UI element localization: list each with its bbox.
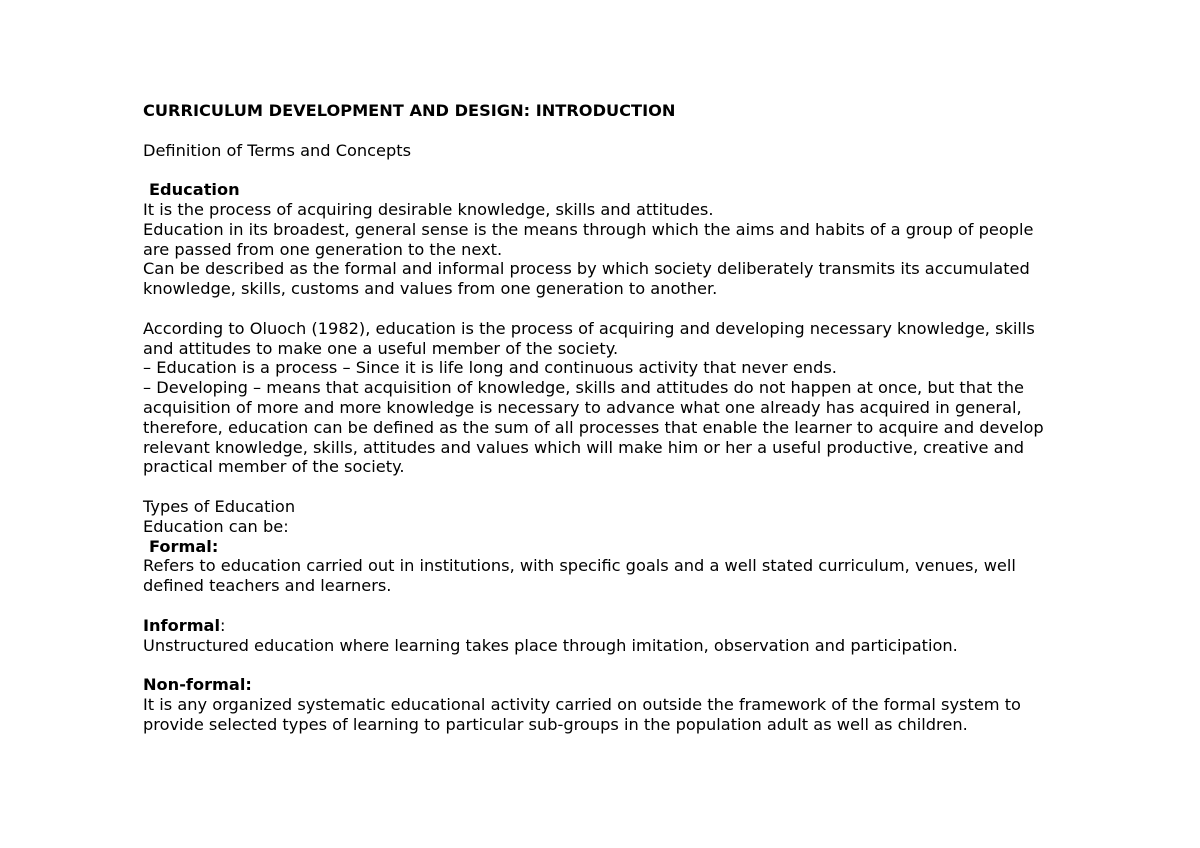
informal-heading bbox=[143, 616, 1143, 636]
types-intro: Education can be: bbox=[143, 516, 289, 536]
nonformal-label: Non-formal: bbox=[143, 675, 252, 695]
informal-colon: : bbox=[220, 615, 226, 635]
spacer bbox=[143, 121, 1143, 141]
oluoch-line: relevant knowledge, skills, attitudes and values which will make him or her a useful productive, creative and bbox=[143, 437, 1025, 457]
spacer bbox=[143, 655, 1143, 675]
oluoch-line: According to Oluoch (1982), education is the process of acquiring and developing necessary knowledge, skills bbox=[143, 318, 1035, 338]
oluoch-line: – Education is a process – Since it is life long and continuous activity that never ends. bbox=[143, 358, 837, 378]
education-line: are passed from one generation to the next. bbox=[143, 239, 503, 259]
formal-line: defined teachers and learners. bbox=[143, 576, 392, 596]
spacer bbox=[143, 299, 1143, 319]
education-heading: Education bbox=[149, 180, 240, 200]
document-title: CURRICULUM DEVELOPMENT AND DESIGN: INTRODUCTION bbox=[143, 101, 676, 120]
oluoch-line: practical member of the society. bbox=[143, 457, 405, 477]
formal-label: Formal: bbox=[149, 536, 219, 556]
types-heading: Types of Education bbox=[143, 496, 296, 516]
informal-label: Informal bbox=[143, 615, 221, 635]
nonformal-line: It is any organized systematic educational activity carried on outside the framework of the formal system to bbox=[143, 694, 1021, 714]
definition-heading: Definition of Terms and Concepts bbox=[143, 140, 412, 160]
nonformal-line: provide selected types of learning to particular sub-groups in the population adult as well as children. bbox=[143, 714, 968, 734]
spacer bbox=[143, 160, 1143, 180]
formal-line: Refers to education carried out in institutions, with specific goals and a well stated curriculum, venues, well bbox=[143, 556, 1016, 576]
oluoch-line: and attitudes to make one a useful member of the society. bbox=[143, 338, 619, 358]
education-line: Education in its broadest, general sense is the means through which the aims and habits of a group of people bbox=[143, 219, 1034, 239]
document-page bbox=[143, 101, 1143, 735]
oluoch-line: – Developing – means that acquisition of knowledge, skills and attitudes do not happen at once, but that the bbox=[143, 378, 1024, 398]
oluoch-line: therefore, education can be defined as the sum of all processes that enable the learner to acquire and develop bbox=[143, 417, 1044, 437]
education-line: It is the process of acquiring desirable knowledge, skills and attitudes. bbox=[143, 199, 714, 219]
oluoch-line: acquisition of more and more knowledge is necessary to advance what one already has acquired in general, bbox=[143, 397, 1022, 417]
spacer bbox=[143, 596, 1143, 616]
education-line: knowledge, skills, customs and values from one generation to another. bbox=[143, 279, 718, 299]
spacer bbox=[143, 477, 1143, 497]
education-line: Can be described as the formal and informal process by which society deliberately transmits its accumulated bbox=[143, 259, 1030, 279]
informal-line: Unstructured education where learning takes place through imitation, observation and participation. bbox=[143, 635, 958, 655]
